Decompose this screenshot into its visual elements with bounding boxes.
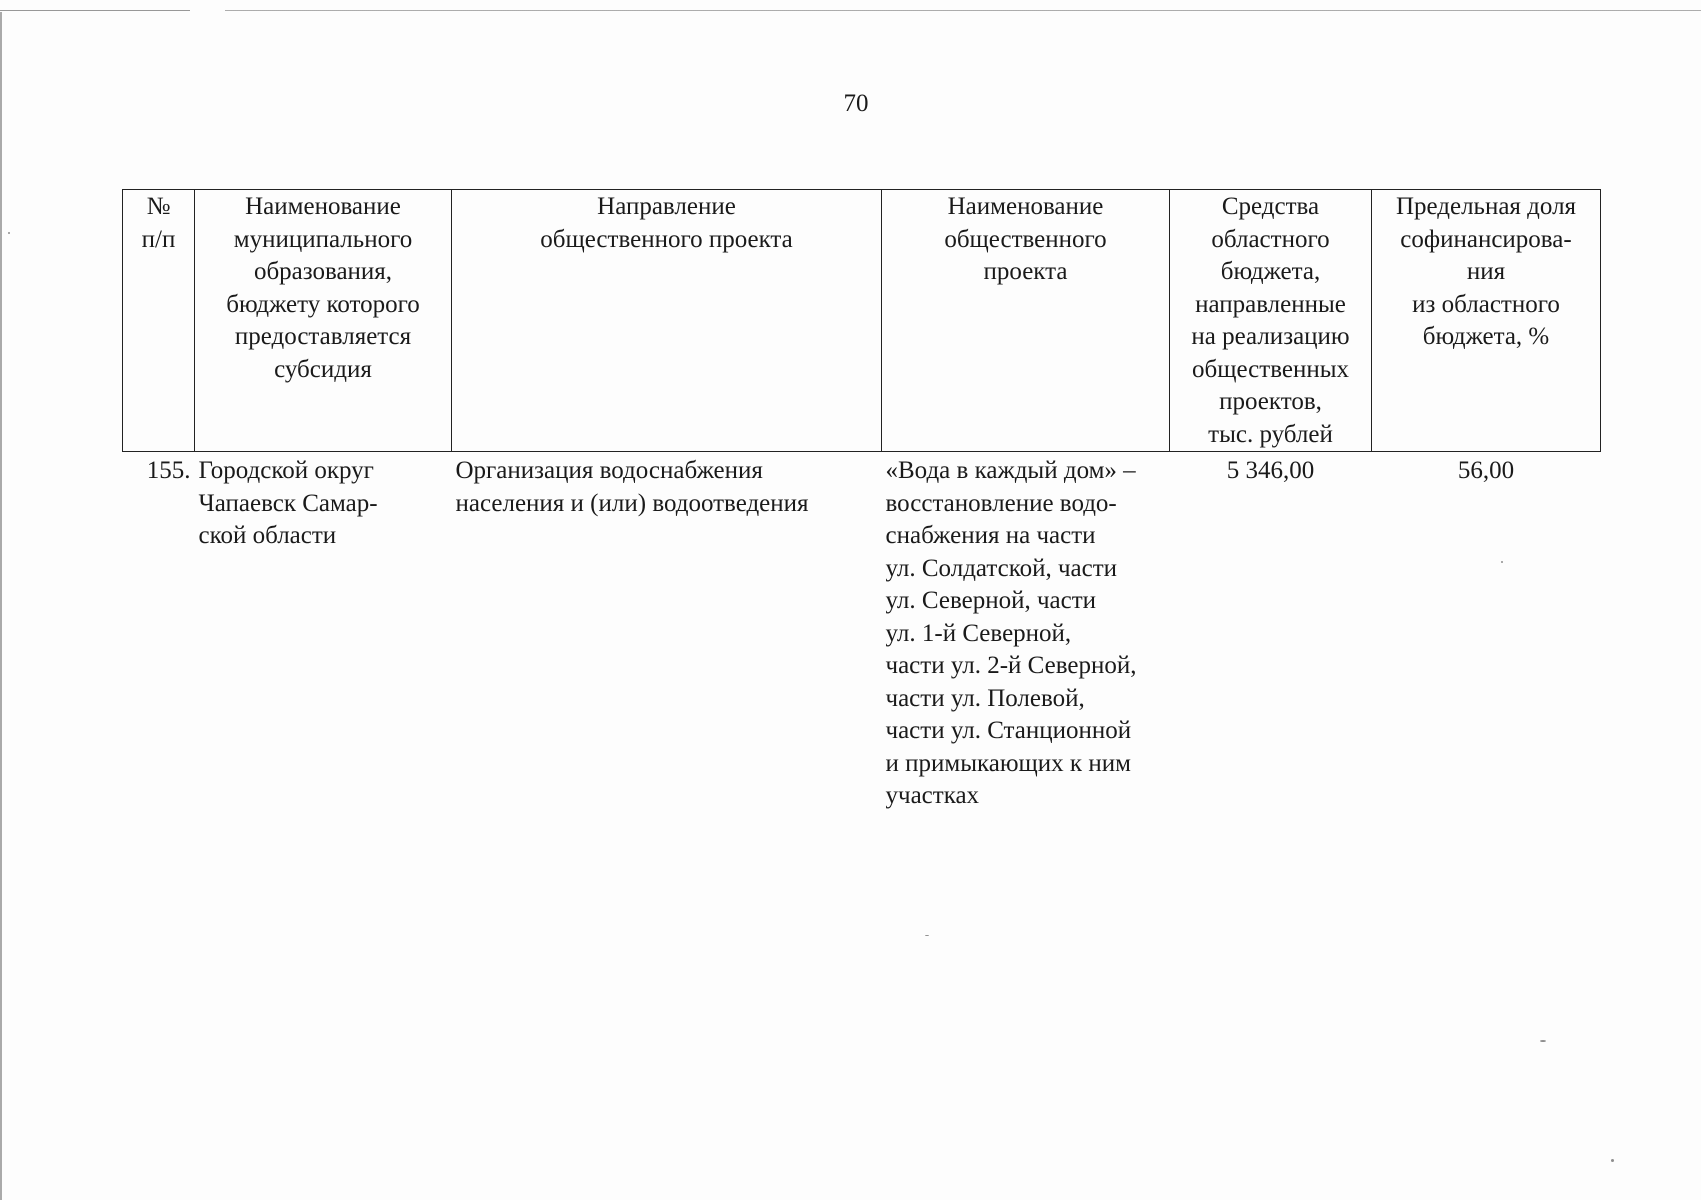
header-share: Предельная доля софинансирова- ния из областного бюджета, % [1372, 190, 1601, 452]
table-row [123, 452, 1601, 813]
scan-speck [1540, 1040, 1546, 1042]
row-funds: 5 346,00 [1226, 457, 1315, 484]
header-project-name: Наименование общественного проекта [882, 190, 1170, 452]
page-number: 70 [843, 90, 869, 117]
row-project-name: «Вода в каждый дом» – восстановление водо- снабжения на части ул. Солдатской, части ул. Северной, части ул. 1-й Северной, части ул. 2-й Северной, части ул. Полевой, части ул. Станционной и примыкающих к ним участках [885, 457, 1137, 809]
header-municipality: Наименование муниципального образования, бюджету которого предоставляется субсидия [195, 190, 452, 452]
row-municipality: Городской округ Чапаевск Самар- ской области [198, 457, 378, 549]
scan-speck [1501, 561, 1503, 563]
header-direction: Направление общественного проекта [452, 190, 882, 452]
header-funds: Средства областного бюджета, направленные на реализацию общественных проектов, тыс. рублей [1170, 190, 1372, 452]
subsidy-table [122, 189, 1601, 813]
scan-speck [1611, 1159, 1614, 1162]
scan-artifact-edge [0, 12, 2, 1200]
table-header-row [123, 190, 1601, 452]
row-direction: Организация водоснабжения населения и (или) водоотведения [455, 457, 809, 517]
row-number: 155. [146, 457, 191, 484]
header-number: № п/п [123, 190, 195, 452]
scan-artifact-line [0, 10, 1701, 11]
row-share: 56,00 [1457, 457, 1515, 484]
scan-speck [925, 935, 929, 936]
scan-speck [8, 232, 10, 234]
